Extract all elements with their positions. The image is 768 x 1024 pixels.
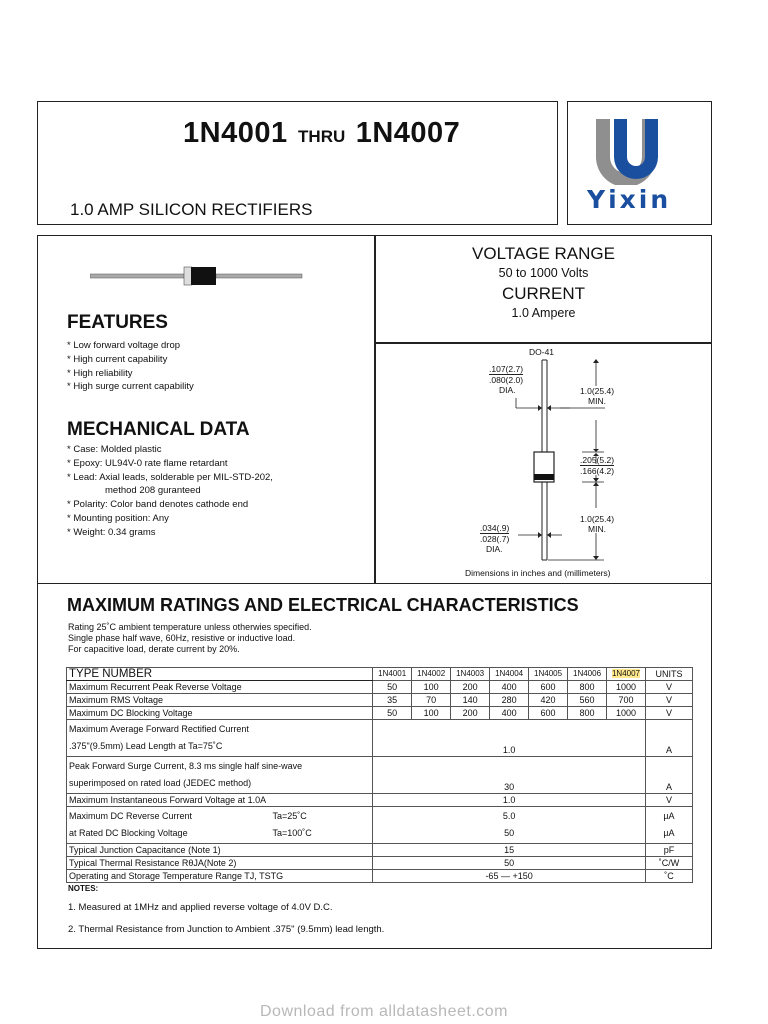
diode-body	[191, 267, 216, 285]
row-val: 200	[451, 707, 490, 720]
mechanical-item: * Case: Molded plastic	[67, 444, 162, 455]
mechanical-list	[67, 443, 273, 540]
row-val: 15	[373, 844, 646, 857]
type-col: 1N4005	[529, 668, 568, 681]
table-row	[67, 757, 693, 794]
row-val: 280	[490, 694, 529, 707]
row-val: 70	[412, 694, 451, 707]
lead-dia-dia: DIA.	[499, 385, 516, 395]
current-heading: CURRENT	[501, 284, 586, 303]
mechanical-item: * Polarity: Color band denotes cathode end	[67, 499, 249, 511]
row-val	[373, 807, 646, 844]
row-val: 400	[490, 707, 529, 720]
row-desc: Typical Junction Capacitance (Note 1)	[67, 844, 373, 857]
table-row	[67, 694, 693, 707]
row-val: -65 — +150	[373, 870, 646, 883]
units-label: UNITS	[645, 668, 692, 681]
voltage-value: 50 to 1000 Volts	[498, 266, 589, 280]
feature-item: * Low forward voltage drop	[67, 340, 181, 351]
mechanical-item: method 208 guranteed	[105, 485, 201, 497]
row-desc-line: .375"(9.5mm) Lead Length at Ta=75˚C	[69, 741, 223, 751]
type-col: 1N4003	[451, 668, 490, 681]
body-len-label	[580, 455, 614, 476]
row-unit: V	[645, 707, 692, 720]
ratings-intro-line: For capacitive load, derate current by 20%.	[68, 644, 240, 654]
ratings-intro	[68, 622, 312, 655]
features-heading: FEATURES	[67, 312, 168, 333]
table-row	[67, 807, 693, 844]
row-desc: Typical Thermal Resistance RθJA(Note 2)	[67, 857, 373, 870]
diode-drawing	[90, 266, 304, 286]
mechanical-item: * Epoxy: UL94V-0 rate flame retardant	[67, 457, 228, 469]
table-row	[67, 870, 693, 883]
ratings-intro-line: Rating 25˚C ambient temperature unless otherwies specified.	[68, 622, 312, 632]
wire-dia-label	[480, 523, 509, 554]
row-val: 1000	[607, 681, 646, 694]
type-col: 1N4006	[568, 668, 607, 681]
row-desc: Operating and Storage Temperature Range TJ, TSTG	[67, 870, 373, 883]
row-desc-line: Maximum Average Forward Rectified Current	[69, 724, 249, 734]
row-val	[373, 757, 646, 794]
avg-current-value: 1.0	[502, 745, 516, 755]
row-unit: pF	[645, 844, 692, 857]
row-val: 100	[412, 681, 451, 694]
logo	[586, 113, 694, 213]
body-len-top: .205(5.2)	[580, 455, 615, 465]
ir-cond1: Ta=25˚C	[272, 811, 307, 821]
lead-len-bottom: 1.0(25.4)	[580, 514, 615, 524]
mechanical-heading: MECHANICAL DATA	[67, 419, 250, 440]
voltage-heading: VOLTAGE RANGE	[472, 244, 615, 263]
row-desc-line	[69, 808, 370, 825]
row-val: 140	[451, 694, 490, 707]
row-val: 560	[568, 694, 607, 707]
row-unit	[645, 807, 692, 844]
row-desc	[67, 720, 373, 757]
ir-cond2: Ta=100˚C	[272, 828, 312, 838]
diode-band	[184, 267, 192, 285]
type-col: 1N4001	[373, 668, 412, 681]
row-desc	[67, 757, 373, 794]
row-unit	[645, 757, 692, 794]
wire-dia-top: .034(.9)	[480, 523, 510, 533]
type-col-highlighted: 1N4007	[611, 669, 640, 678]
row-val: 100	[412, 707, 451, 720]
lead-dia-top: .107(2.7)	[489, 364, 524, 374]
row-unit: ˚C	[645, 870, 692, 883]
row-val: 600	[529, 707, 568, 720]
ir-unit2: µA	[663, 828, 675, 838]
mechanical-item: * Lead: Axial leads, solderable per MIL-STD-202,	[67, 471, 273, 483]
notes-label: NOTES:	[68, 884, 99, 893]
lead-dia-bottom: .080(2.0)	[489, 375, 524, 385]
diode-lead-left	[90, 274, 186, 278]
ir-value1: 5.0	[502, 811, 516, 821]
footer-watermark: Download from alldatasheet.com	[259, 1003, 508, 1020]
part-first: 1N4001	[183, 117, 288, 149]
ratings-table	[66, 667, 693, 883]
logo-text: Yixin	[587, 185, 672, 214]
ir-line2: at Rated DC Blocking Voltage	[69, 828, 188, 838]
row-val: 600	[529, 681, 568, 694]
package-name: DO-41	[529, 347, 555, 357]
row-val: 200	[451, 681, 490, 694]
table-row	[67, 707, 693, 720]
ratings-heading: MAXIMUM RATINGS AND ELECTRICAL CHARACTERISTICS	[67, 595, 579, 615]
row-val: 50	[373, 707, 412, 720]
row-desc-line: Peak Forward Surge Current, 8.3 ms single half sine-wave	[69, 761, 303, 771]
row-desc: Maximum DC Blocking Voltage	[67, 707, 373, 720]
summary-panel	[375, 244, 712, 320]
ir-line1: Maximum DC Reverse Current	[69, 811, 193, 821]
row-val	[373, 720, 646, 757]
row-unit: ˚C/W	[645, 857, 692, 870]
row-desc: Maximum Recurrent Peak Reverse Voltage	[67, 681, 373, 694]
body-len-bottom: .166(4.2)	[580, 466, 615, 476]
page-title	[183, 117, 460, 150]
surge-unit: A	[665, 782, 672, 792]
table-header-row	[67, 668, 693, 681]
lead-len-top-min: MIN.	[588, 396, 606, 406]
part-last: 1N4007	[355, 117, 461, 149]
row-val: 50	[373, 681, 412, 694]
table-row	[67, 681, 693, 694]
table-row	[67, 844, 693, 857]
horizontal-divider	[374, 342, 712, 344]
type-col-highlighted-cell	[607, 668, 646, 681]
lead-len-bottom-min: MIN.	[588, 524, 606, 534]
row-unit: V	[645, 694, 692, 707]
row-val: 400	[490, 681, 529, 694]
table-row	[67, 720, 693, 757]
type-number-label: TYPE NUMBER	[67, 668, 373, 681]
surge-value: 30	[504, 782, 515, 792]
features-list	[67, 339, 194, 394]
row-val: 700	[607, 694, 646, 707]
yixin-logo-icon	[586, 113, 694, 185]
row-unit: V	[645, 681, 692, 694]
row-desc: Maximum RMS Voltage	[67, 694, 373, 707]
row-desc-line: superimposed on rated load (JEDEC method)	[69, 778, 252, 788]
lead-len-top-label	[580, 386, 614, 406]
ir-unit1: µA	[663, 811, 675, 821]
mechanical-item: * Weight: 0.34 grams	[67, 526, 156, 538]
row-val: 800	[568, 707, 607, 720]
feature-item: * High surge current capability	[67, 381, 194, 393]
type-col: 1N4004	[490, 668, 529, 681]
row-val: 35	[373, 694, 412, 707]
note-1: 1. Measured at 1MHz and applied reverse voltage of 4.0V D.C.	[68, 902, 333, 913]
table-row	[67, 857, 693, 870]
mechanical-item: * Mounting position: Any	[67, 512, 169, 524]
row-desc	[67, 807, 373, 844]
row-val: 1.0	[373, 794, 646, 807]
avg-current-unit: A	[665, 745, 672, 755]
row-val: 420	[529, 694, 568, 707]
row-val: 800	[568, 681, 607, 694]
lead-dia-label	[489, 364, 523, 395]
row-unit: V	[645, 794, 692, 807]
subtitle: 1.0 AMP SILICON RECTIFIERS	[70, 200, 313, 219]
feature-item: * High reliability	[67, 367, 133, 379]
thru-label: THRU	[298, 127, 346, 146]
current-value: 1.0 Ampere	[511, 306, 576, 320]
row-desc: Maximum Instantaneous Forward Voltage at 1.0A	[67, 794, 373, 807]
row-val: 1000	[607, 707, 646, 720]
lead-len-bottom-label	[580, 514, 614, 534]
row-desc-line	[69, 825, 370, 842]
feature-item: * High current capability	[67, 353, 168, 365]
diode-lead-right	[216, 274, 302, 278]
table-row	[67, 794, 693, 807]
ir-value2: 50	[504, 828, 515, 838]
note-2: 2. Thermal Resistance from Junction to Ambient .375" (9.5mm) lead length.	[68, 924, 385, 935]
type-col: 1N4002	[412, 668, 451, 681]
row-unit	[645, 720, 692, 757]
ratings-intro-line: Single phase half wave, 60Hz, resistive or inductive load.	[68, 633, 296, 643]
dimensions-note: Dimensions in inches and (millimeters)	[465, 568, 611, 578]
row-val: 50	[373, 857, 646, 870]
wire-dia-dia: DIA.	[486, 544, 503, 554]
lead-len-top: 1.0(25.4)	[580, 386, 615, 396]
wire-dia-bottom: .028(.7)	[480, 534, 510, 544]
